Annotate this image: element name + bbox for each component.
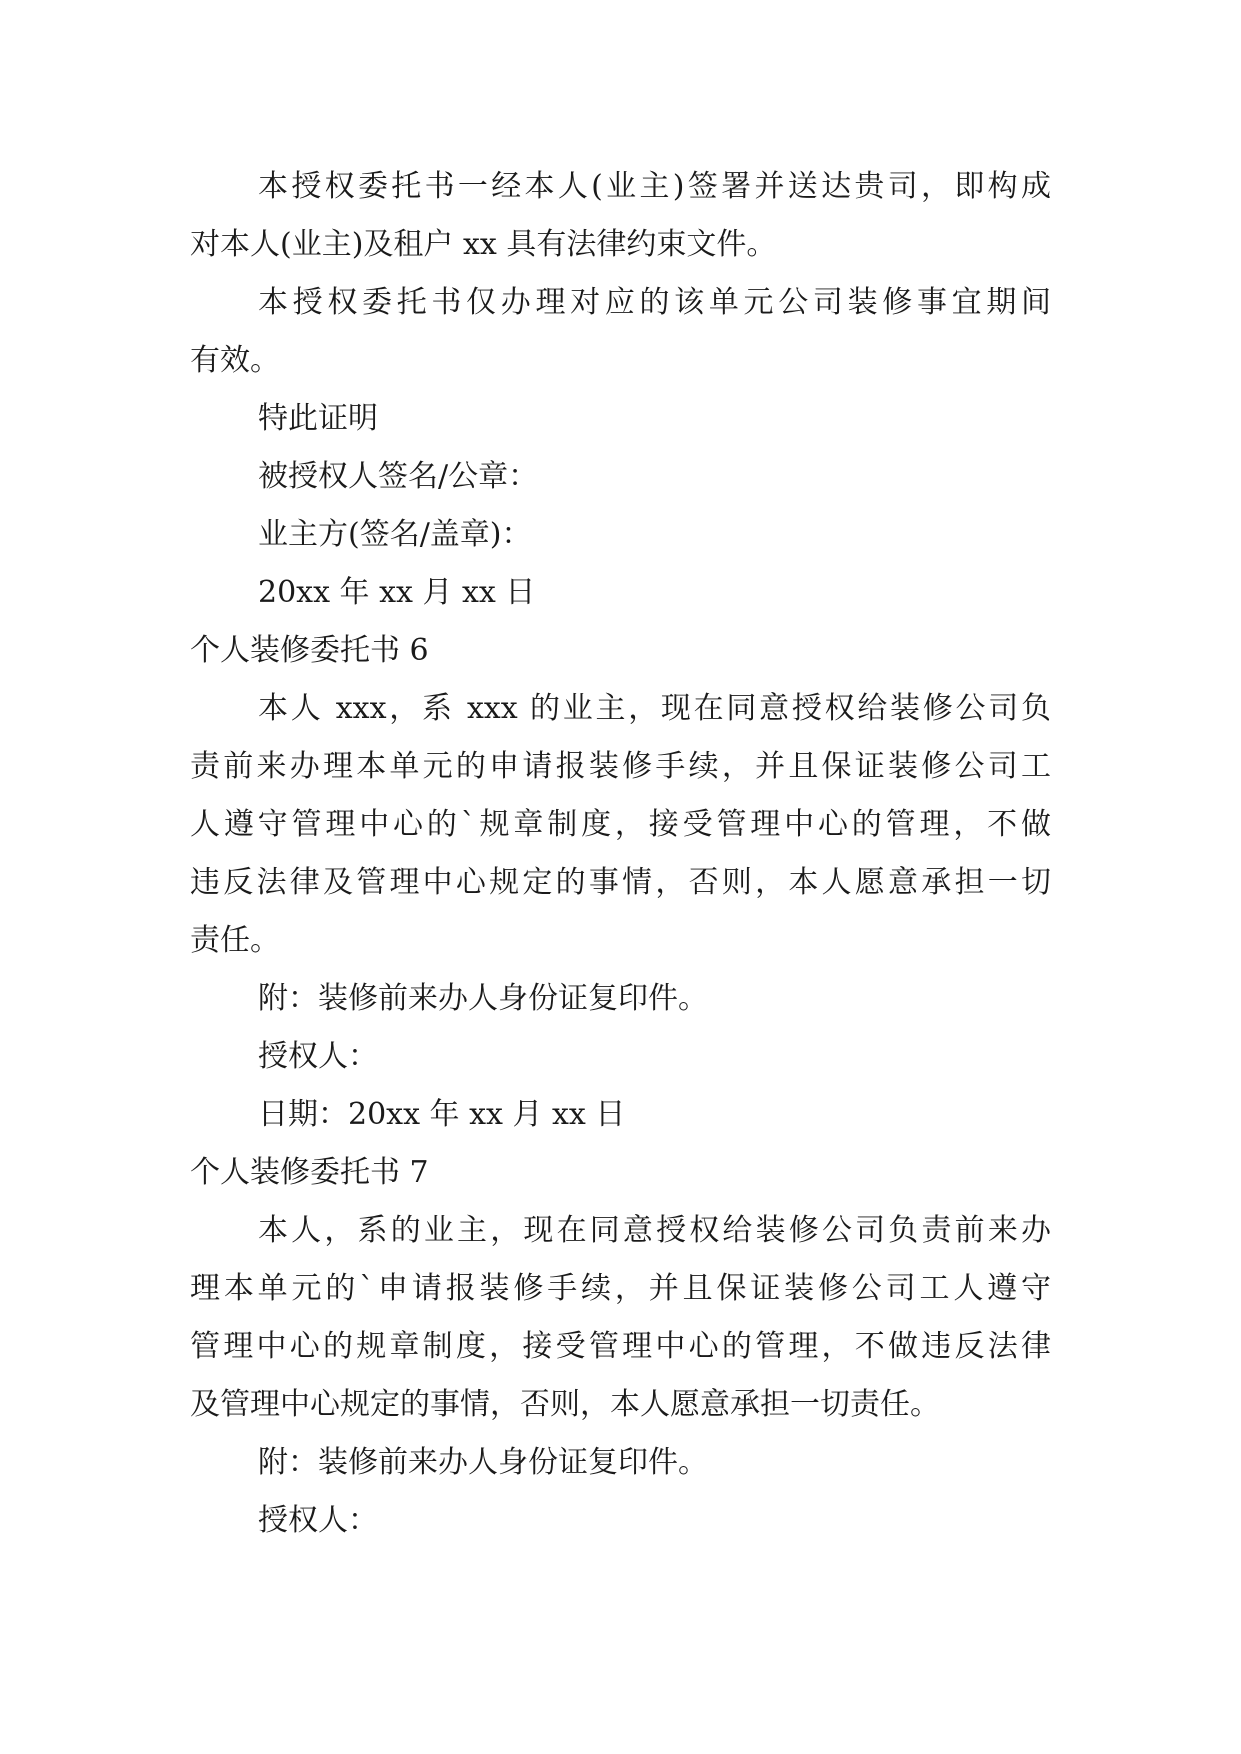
paragraph-line: 理本单元的`申请报装修手续，并且保证装修公司工人遵守 xyxy=(190,1271,1051,1306)
attachment-note: 附：装修前来办人身份证复印件。 xyxy=(258,981,708,1016)
signature-field-label: 授权人： xyxy=(258,1503,378,1538)
date-line: 日期：20xx 年 xx 月 xx 日 xyxy=(258,1097,626,1132)
signature-field-label: 被授权人签名/公章： xyxy=(258,459,539,494)
paragraph-line: 有效。 xyxy=(190,343,280,378)
paragraph-line: 违反法律及管理中心规定的事情，否则，本人愿意承担一切 xyxy=(190,865,1051,900)
section-heading: 个人装修委托书 6 xyxy=(190,633,429,668)
paragraph-line: 人遵守管理中心的`规章制度，接受管理中心的管理，不做 xyxy=(190,807,1051,842)
paragraph-line: 责任。 xyxy=(190,923,280,958)
attachment-note: 附：装修前来办人身份证复印件。 xyxy=(258,1445,708,1480)
signature-field-label: 授权人： xyxy=(258,1039,378,1074)
paragraph-line: 本授权委托书仅办理对应的该单元公司装修事宜期间 xyxy=(258,285,1051,320)
paragraph-line: 对本人(业主)及租户 xx 具有法律约束文件。 xyxy=(190,227,777,262)
paragraph-line: 及管理中心规定的事情，否则，本人愿意承担一切责任。 xyxy=(190,1387,940,1422)
paragraph-line: 责前来办理本单元的申请报装修手续，并且保证装修公司工 xyxy=(190,749,1051,784)
section-heading: 个人装修委托书 7 xyxy=(190,1155,429,1190)
paragraph-line: 管理中心的规章制度，接受管理中心的管理，不做违反法律 xyxy=(190,1329,1051,1364)
paragraph-line: 本授权委托书一经本人(业主)签署并送达贵司，即构成 xyxy=(258,169,1051,204)
date-line: 20xx 年 xx 月 xx 日 xyxy=(258,575,536,610)
paragraph-line: 本人 xxx，系 xxx 的业主，现在同意授权给装修公司负 xyxy=(258,691,1051,726)
signature-field-label: 业主方(签名/盖章)： xyxy=(258,517,532,552)
paragraph-line: 本人，系的业主，现在同意授权给装修公司负责前来办 xyxy=(258,1213,1051,1248)
closing-statement: 特此证明 xyxy=(258,401,378,436)
